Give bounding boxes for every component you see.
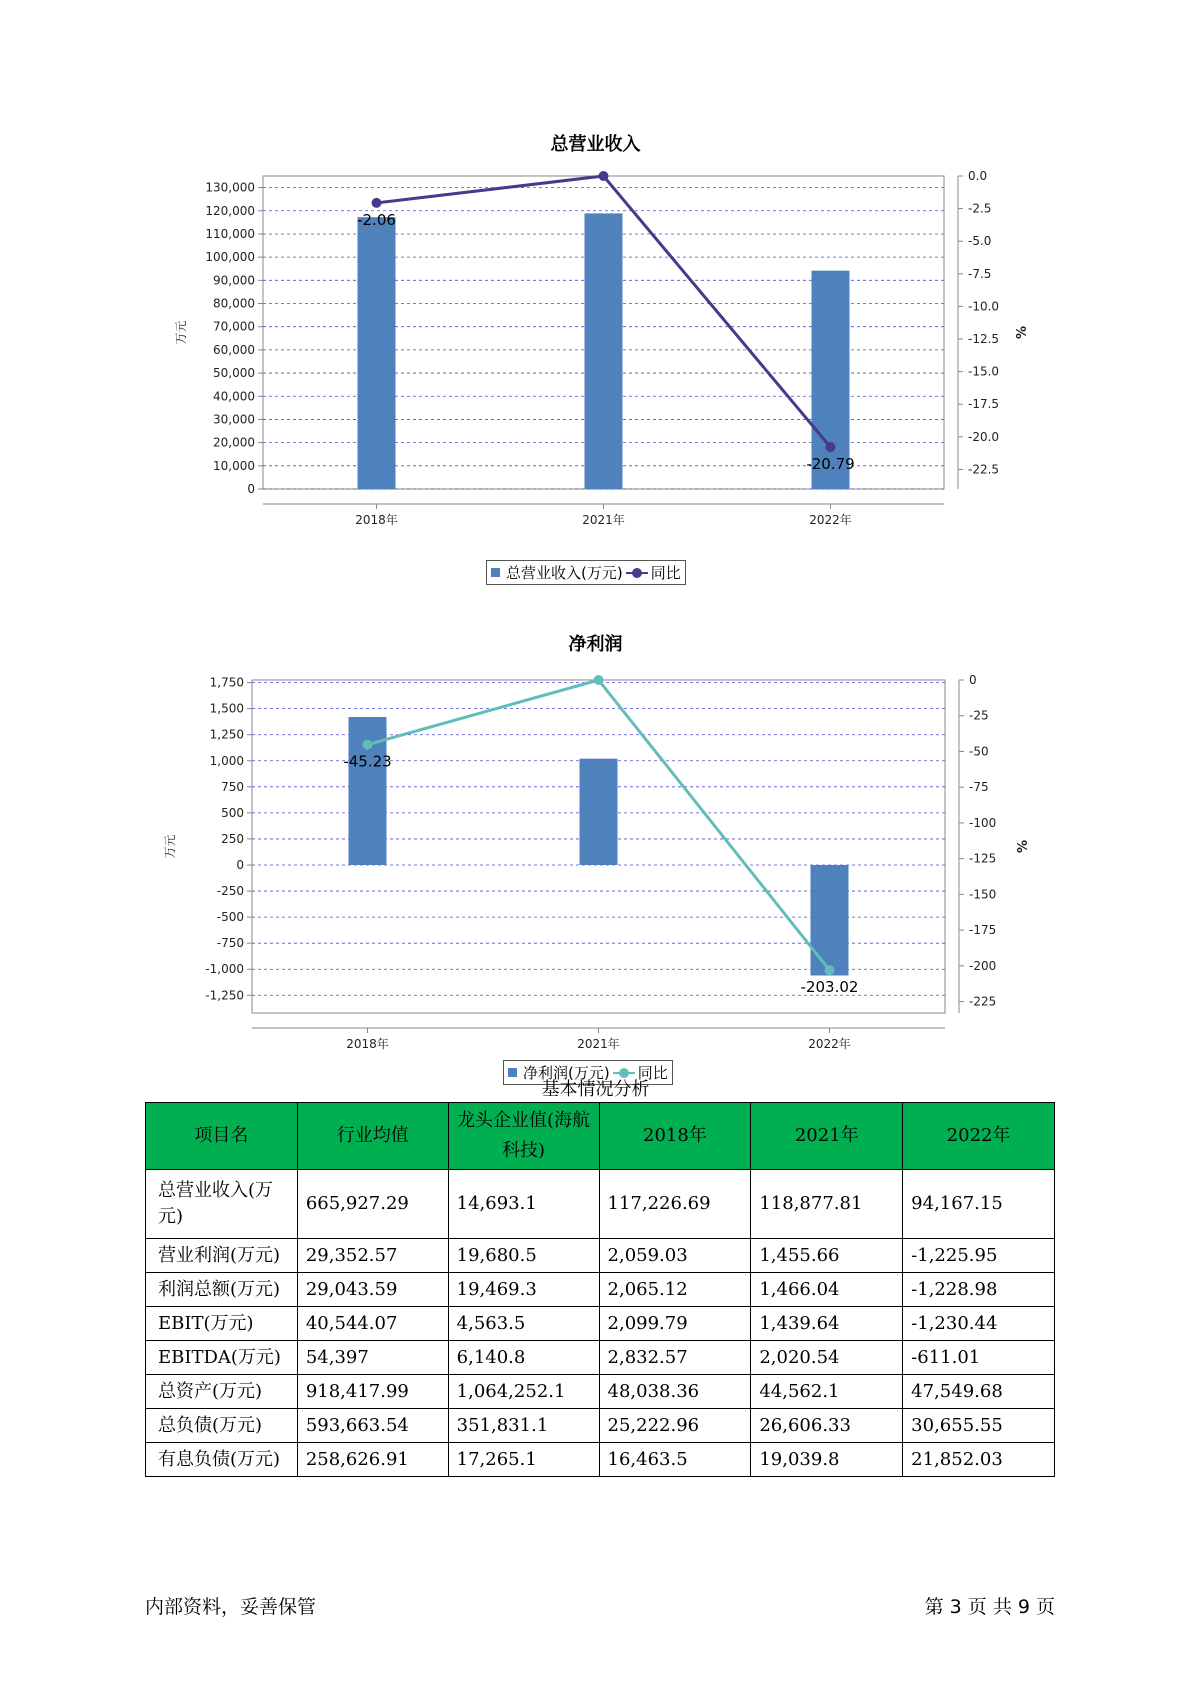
- yoy-point: [825, 965, 835, 975]
- row-label: 营业利润(万元): [146, 1239, 298, 1273]
- table-header-cell: 行业均值: [297, 1103, 448, 1170]
- net-profit-chart-plot: [0, 630, 1191, 1050]
- y2-tick-label: -20.0: [968, 429, 1000, 444]
- y-tick-label: 1,500: [209, 701, 244, 716]
- table-cell: -1,228.98: [903, 1273, 1055, 1307]
- table-row: [146, 1170, 1055, 1239]
- y2-tick-label: -22.5: [968, 462, 1000, 477]
- table-cell: 117,226.69: [599, 1170, 751, 1239]
- table-header-cell: 2021年: [751, 1103, 903, 1170]
- table-cell: 118,877.81: [751, 1170, 903, 1239]
- y2-tick-label: -150: [969, 887, 997, 902]
- y-tick-label: 1,000: [209, 753, 244, 768]
- revenue-chart-plot: [0, 160, 1191, 580]
- y-tick-label: -1,250: [205, 988, 244, 1003]
- chart-title: 净利润: [568, 634, 623, 655]
- bar: [358, 217, 396, 489]
- y-tick-label: 500: [221, 805, 244, 820]
- y-tick-label: 110,000: [205, 226, 255, 241]
- y2-tick-label: -125: [969, 851, 997, 866]
- y2-tick-label: -50: [969, 744, 989, 759]
- y2-tick-label: -10.0: [968, 299, 1000, 314]
- y2-axis-label: %: [1016, 839, 1031, 854]
- row-label: 总资产(万元): [146, 1375, 298, 1409]
- y-axis-label: 万元: [163, 834, 177, 859]
- y-tick-label: 1,250: [209, 727, 244, 742]
- yoy-point: [363, 740, 373, 750]
- legend-item-line: 同比: [650, 564, 681, 582]
- table-cell: 40,544.07: [297, 1307, 448, 1341]
- table-cell: 2,059.03: [599, 1239, 751, 1273]
- table-cell: 593,663.54: [297, 1409, 448, 1443]
- net-profit-chart: [0, 630, 1191, 1100]
- y2-tick-label: -15.0: [968, 364, 1000, 379]
- table-row: [146, 1239, 1055, 1273]
- data-label: -20.79: [806, 455, 855, 474]
- y-tick-label: 90,000: [213, 273, 255, 288]
- data-label: -45.23: [343, 752, 392, 771]
- x-tick-label: 2021年: [582, 513, 625, 527]
- footer-confidential-note: 内部资料，妥善保管: [145, 1596, 317, 1618]
- footer-page-number: 第 3 页 共 9 页: [924, 1596, 1055, 1618]
- row-label: 总营业收入(万元): [146, 1170, 298, 1239]
- row-label: 利润总额(万元): [146, 1273, 298, 1307]
- table-cell: 14,693.1: [448, 1170, 599, 1239]
- y-tick-label: 1,750: [209, 675, 244, 690]
- table-header-row: [146, 1103, 1055, 1170]
- table-row: [146, 1341, 1055, 1375]
- table-cell: 48,038.36: [599, 1375, 751, 1409]
- table-cell: 2,020.54: [751, 1341, 903, 1375]
- y2-tick-label: -175: [969, 923, 997, 938]
- x-tick-label: 2021年: [577, 1037, 620, 1050]
- y2-tick-label: -75: [969, 780, 989, 795]
- bar: [585, 213, 623, 489]
- line-legend-swatch: [626, 568, 648, 578]
- y-tick-label: -1,000: [205, 962, 244, 977]
- y-tick-label: -250: [216, 884, 244, 899]
- table-cell: 1,455.66: [751, 1239, 903, 1273]
- table-cell: 19,039.8: [751, 1443, 903, 1477]
- table-cell: 1,439.64: [751, 1307, 903, 1341]
- data-label: -2.06: [357, 210, 396, 229]
- row-label: 有息负债(万元): [146, 1443, 298, 1477]
- x-tick-label: 2022年: [808, 1037, 851, 1050]
- table-row: [146, 1409, 1055, 1443]
- table-cell: 29,352.57: [297, 1239, 448, 1273]
- y-tick-label: 20,000: [213, 435, 255, 450]
- x-tick-label: 2018年: [355, 513, 398, 527]
- table-row: [146, 1443, 1055, 1477]
- y2-tick-label: -100: [969, 815, 997, 830]
- row-label: EBIT(万元): [146, 1307, 298, 1341]
- table-cell: 19,469.3: [448, 1273, 599, 1307]
- table-cell: 26,606.33: [751, 1409, 903, 1443]
- legend-item-bar: 总营业收入(万元): [506, 564, 623, 582]
- y-tick-label: 120,000: [205, 203, 255, 218]
- table-cell: 30,655.55: [903, 1409, 1055, 1443]
- yoy-point: [372, 198, 382, 208]
- y-tick-label: 10,000: [213, 458, 255, 473]
- y-tick-label: 130,000: [205, 180, 255, 195]
- y-tick-label: 250: [221, 831, 244, 846]
- y2-tick-label: -7.5: [968, 266, 992, 281]
- table-cell: 94,167.15: [903, 1170, 1055, 1239]
- data-label: -203.02: [800, 978, 859, 997]
- table-header-cell: 2022年: [903, 1103, 1055, 1170]
- table-row: [146, 1273, 1055, 1307]
- y-tick-label: 0: [236, 858, 244, 872]
- yoy-point: [594, 675, 604, 685]
- table-cell: 16,463.5: [599, 1443, 751, 1477]
- bar: [349, 717, 387, 865]
- y2-tick-label: 0: [969, 673, 977, 687]
- table-cell: 19,680.5: [448, 1239, 599, 1273]
- table-cell: 258,626.91: [297, 1443, 448, 1477]
- table-cell: 4,563.5: [448, 1307, 599, 1341]
- y-tick-label: 60,000: [213, 342, 255, 357]
- y2-tick-label: -225: [969, 994, 997, 1009]
- x-tick-label: 2018年: [346, 1037, 389, 1050]
- basic-analysis-table: [145, 1102, 1055, 1477]
- table-cell: 2,099.79: [599, 1307, 751, 1341]
- y-axis-label: 万元: [174, 320, 188, 345]
- y-tick-label: 0: [247, 482, 255, 496]
- y-tick-label: 80,000: [213, 296, 255, 311]
- y2-tick-label: -17.5: [968, 397, 1000, 412]
- table-cell: 918,417.99: [297, 1375, 448, 1409]
- table-cell: -1,225.95: [903, 1239, 1055, 1273]
- bar: [811, 865, 849, 975]
- table-cell: 21,852.03: [903, 1443, 1055, 1477]
- table-header-cell: 龙头企业值(海航科技): [448, 1103, 599, 1170]
- table-cell: 29,043.59: [297, 1273, 448, 1307]
- table-cell: 1,064,252.1: [448, 1375, 599, 1409]
- y2-tick-label: -200: [969, 958, 997, 973]
- yoy-point: [826, 442, 836, 452]
- chart-title: 总营业收入: [550, 134, 641, 155]
- chart-legend: [486, 560, 686, 585]
- y-tick-label: -500: [216, 910, 244, 925]
- legend-item-bar: 净利润(万元): [523, 1064, 610, 1082]
- y2-tick-label: -12.5: [968, 332, 1000, 347]
- table-header-cell: 项目名: [146, 1103, 298, 1170]
- table-row: [146, 1375, 1055, 1409]
- y-tick-label: 50,000: [213, 366, 255, 381]
- bar-legend-swatch: [491, 568, 500, 577]
- table-cell: 25,222.96: [599, 1409, 751, 1443]
- y-tick-label: 70,000: [213, 319, 255, 334]
- table-cell: 6,140.8: [448, 1341, 599, 1375]
- yoy-point: [599, 171, 609, 181]
- table-cell: 17,265.1: [448, 1443, 599, 1477]
- y2-axis-label: %: [1015, 325, 1030, 340]
- table-caption: 基本情况分析: [541, 1079, 650, 1100]
- y-tick-label: 100,000: [205, 250, 255, 265]
- y2-tick-label: -2.5: [968, 201, 992, 216]
- y-tick-label: -750: [216, 936, 244, 951]
- table-cell: 2,065.12: [599, 1273, 751, 1307]
- y-tick-label: 30,000: [213, 412, 255, 427]
- x-tick-label: 2022年: [809, 513, 852, 527]
- y-tick-label: 40,000: [213, 389, 255, 404]
- y2-tick-label: -25: [969, 708, 989, 723]
- y2-tick-label: -5.0: [968, 234, 992, 249]
- legend-item-line: 同比: [637, 1064, 668, 1082]
- table-cell: 54,397: [297, 1341, 448, 1375]
- y2-tick-label: 0.0: [968, 169, 988, 183]
- row-label: 总负债(万元): [146, 1409, 298, 1443]
- table-cell: 47,549.68: [903, 1375, 1055, 1409]
- table-cell: -611.01: [903, 1341, 1055, 1375]
- bar: [580, 759, 618, 865]
- table-cell: 44,562.1: [751, 1375, 903, 1409]
- row-label: EBITDA(万元): [146, 1341, 298, 1375]
- table-cell: -1,230.44: [903, 1307, 1055, 1341]
- table-cell: 1,466.04: [751, 1273, 903, 1307]
- table-row: [146, 1307, 1055, 1341]
- y-tick-label: 750: [221, 779, 244, 794]
- revenue-chart: [0, 130, 1191, 600]
- table-cell: 2,832.57: [599, 1341, 751, 1375]
- table-cell: 351,831.1: [448, 1409, 599, 1443]
- table-cell: 665,927.29: [297, 1170, 448, 1239]
- table-header-cell: 2018年: [599, 1103, 751, 1170]
